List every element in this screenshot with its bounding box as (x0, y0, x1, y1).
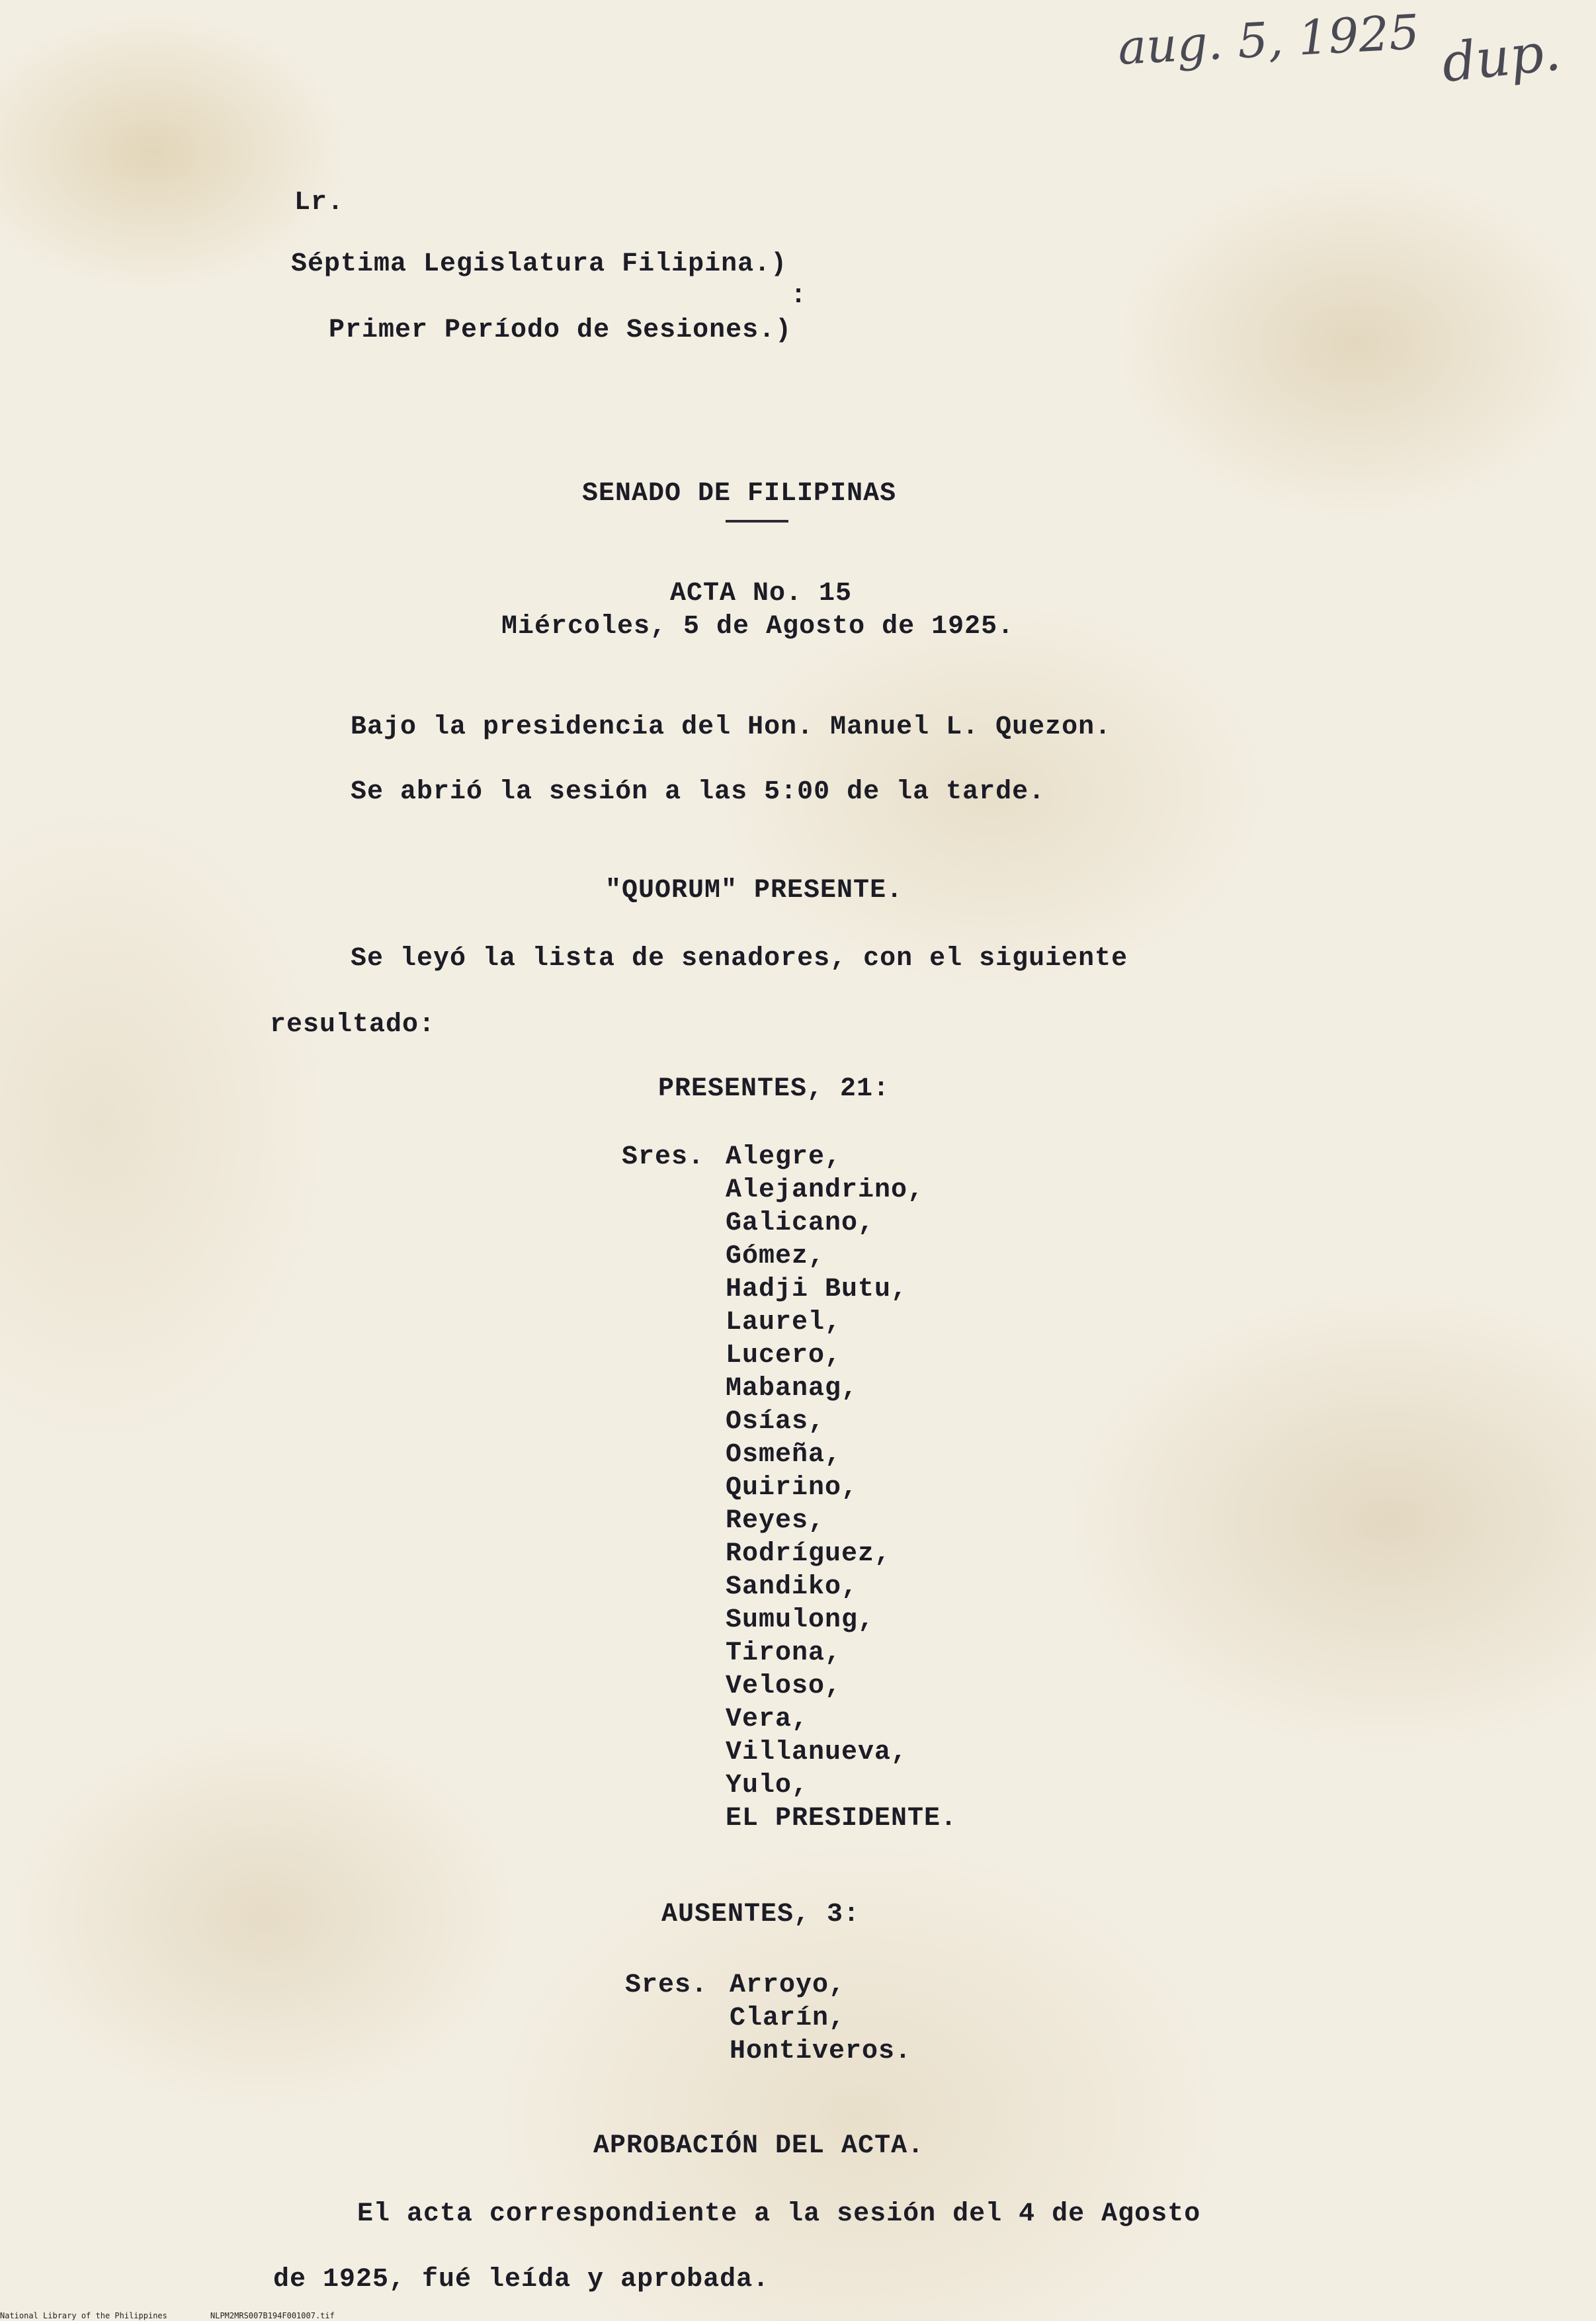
list-item: Rodríguez, (726, 1539, 892, 1569)
quorum-text-line-2: resultado: (270, 1010, 436, 1040)
footer-file: NLPM2MRS007B194F001007.tif (210, 2311, 335, 2320)
absent-heading: AUSENTES, 3: (661, 1900, 861, 1929)
approval-text-line-1: El acta correspondiente a la sesión del 4 de Agosto (357, 2199, 1201, 2229)
presidency-line: Bajo la presidencia del Hon. Manuel L. Quezon. (351, 712, 1112, 742)
acta-date: Miércoles, 5 de Agosto de 1925. (501, 612, 1015, 642)
present-heading: PRESENTES, 21: (658, 1074, 890, 1104)
absent-names-list (730, 1972, 1060, 2078)
opening-line: Se abrió la sesión a las 5:00 de la tarde. (351, 777, 1046, 807)
list-item: Clarín, (730, 2004, 846, 2033)
list-item: Reyes, (726, 1506, 825, 1536)
list-item: Alegre, (726, 1142, 842, 1172)
legislature-separator: : (790, 281, 808, 311)
list-item: Vera, (726, 1705, 809, 1734)
list-item: Osmeña, (726, 1440, 842, 1470)
handwritten-date-note: aug. 5, 1925 (1116, 4, 1421, 75)
list-item: Osías, (726, 1407, 825, 1437)
list-item: Yulo, (726, 1771, 809, 1800)
absent-prefix: Sres. (625, 1970, 708, 2000)
list-item: Tirona, (726, 1638, 842, 1668)
list-item: Sandiko, (726, 1572, 859, 1602)
list-item: Veloso, (726, 1671, 842, 1701)
quorum-heading: "QUORUM" PRESENTE. (605, 876, 903, 906)
list-item: EL PRESIDENTE. (726, 1804, 958, 1834)
list-item: Mabanag, (726, 1374, 859, 1404)
list-item: Arroyo, (730, 1970, 846, 2000)
list-item: Quirino, (726, 1473, 859, 1503)
list-item: Galicano, (726, 1208, 875, 1238)
list-item: Laurel, (726, 1308, 842, 1337)
acta-number: ACTA No. 15 (670, 579, 853, 609)
list-item: Sumulong, (726, 1605, 875, 1635)
quorum-text-line-1: Se leyó la lista de senadores, con el siguiente (351, 944, 1128, 974)
initials: Lr. (294, 188, 345, 218)
list-item: Villanueva, (726, 1738, 908, 1767)
approval-heading: APROBACIÓN DEL ACTA. (593, 2131, 925, 2161)
list-item: Hontiveros. (730, 2037, 912, 2066)
legislature-line-2: Primer Período de Sesiones.) (329, 316, 792, 345)
list-item: Alejandrino, (726, 1175, 925, 1205)
handwritten-dup-note: dup. (1439, 20, 1564, 95)
approval-text-line-2: de 1925, fué leída y aprobada. (273, 2265, 770, 2295)
senate-title: SENADO DE FILIPINAS (582, 479, 897, 509)
footer-source: National Library of the Philippines (0, 2311, 167, 2320)
legislature-line-1: Séptima Legislatura Filipina.) (291, 249, 788, 279)
senate-title-underline (726, 520, 788, 523)
list-item: Hadji Butu, (726, 1275, 908, 1304)
present-names-list (726, 1144, 1189, 1839)
list-item: Lucero, (726, 1341, 842, 1371)
present-prefix: Sres. (622, 1142, 705, 1172)
list-item: Gómez, (726, 1242, 825, 1271)
